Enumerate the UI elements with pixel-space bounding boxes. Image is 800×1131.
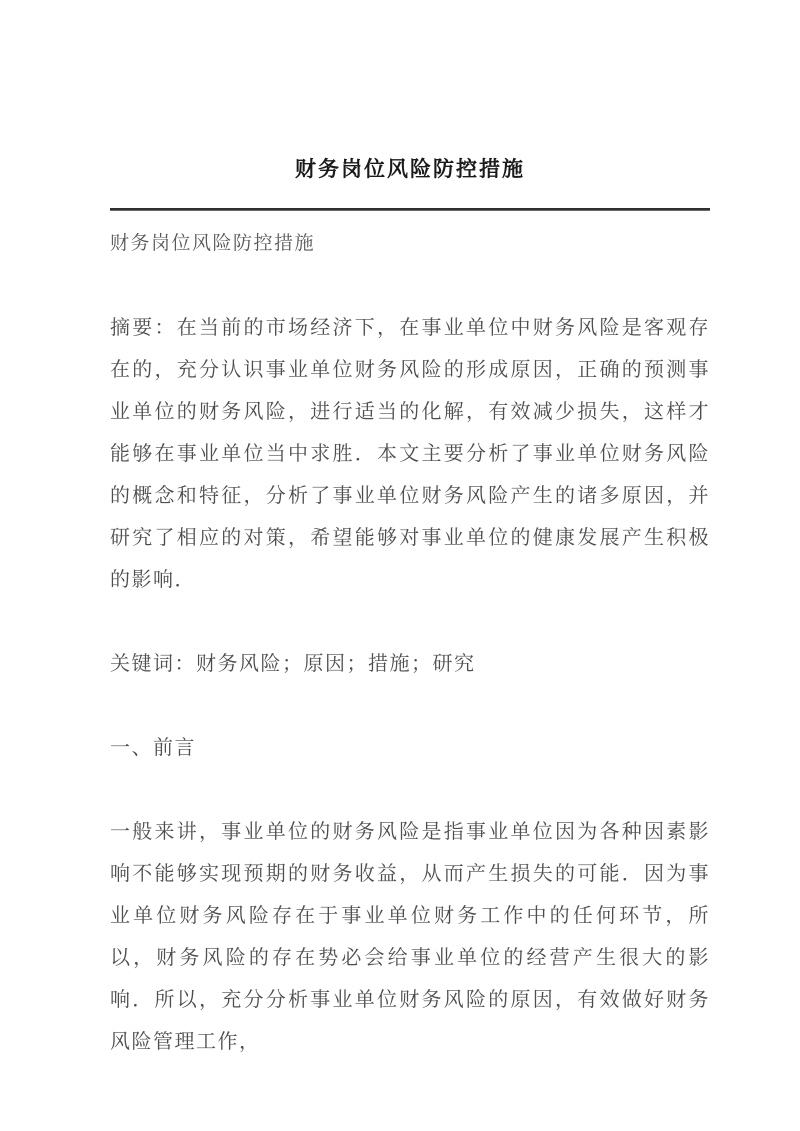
intro-paragraph: 一般来讲，事业单位的财务风险是指事业单位因为各种因素影响不能够实现预期的财务收益，从而产生损失的可能．因为事业单位财务风险存在于事业单位财务工作中的任何环节，所以，财务风险的存在势必会给事业单位的经营产生很大的影响．所以，充分分析事业单位财务风险的原因，有效做好财务风险管理工作， (110, 821, 710, 1053)
document-subtitle: 财务岗位风险防控措施 (110, 233, 316, 254)
title-rule (110, 208, 710, 211)
abstract-paragraph: 摘要：在当前的市场经济下，在事业单位中财务风险是客观存在的，充分认识事业单位财务风险的形成原因，正确的预测事业单位的财务风险，进行适当的化解，有效减少损失，这样才能够在事业单位当中求胜．本文主要分析了事业单位财务风险的概念和特征，分析了事业单位财务风险产生的诸多原因，并研究了相应的对策，希望能够对事业单位的健康发展产生积极的影响． (110, 317, 710, 591)
document-title: 财务岗位风险防控措施 (295, 158, 525, 181)
section-heading-foreword: 一、前言 (110, 737, 196, 759)
keywords-line: 关键词：财务风险；原因；措施；研究 (110, 653, 476, 675)
